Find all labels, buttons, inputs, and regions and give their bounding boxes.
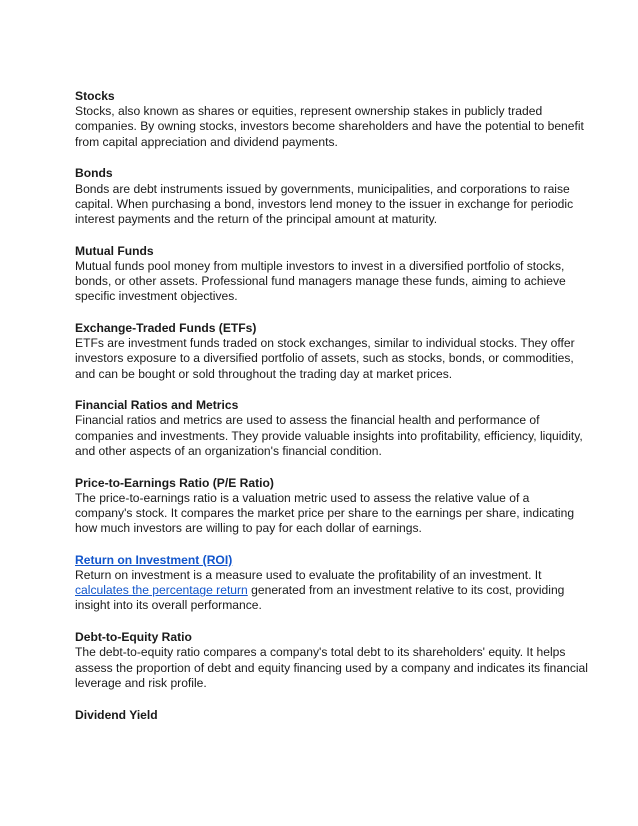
section-roi: [75, 553, 575, 614]
percentage-return-link[interactable]: calculates the percentage return: [75, 583, 248, 598]
section-text-line: investors exposure to a diversified portfolio of assets, such as stocks, bonds, or commodities,: [75, 351, 574, 366]
section-text-line: insight into its overall performance.: [75, 598, 262, 613]
section-text-line: capital. When purchasing a bond, investors lend money to the issuer in exchange for periodic: [75, 196, 574, 211]
section-text-line: The price-to-earnings ratio is a valuation metric used to assess the relative value of a: [75, 490, 530, 505]
roi-heading-link[interactable]: Return on Investment (ROI): [75, 552, 233, 567]
section-heading: Financial Ratios and Metrics: [75, 398, 239, 413]
section-text-line: assess the proportion of debt and equity financing used by a company and indicates its financial: [75, 660, 588, 675]
section-text-line: companies. By owning stocks, investors become shareholders and have the potential to benefit: [75, 119, 584, 134]
section-bonds: [75, 166, 575, 227]
section-text-line: Stocks, also known as shares or equities, represent ownership stakes in publicly traded: [75, 104, 543, 119]
section-text-line: Bonds are debt instruments issued by governments, municipalities, and corporations to raise: [75, 181, 570, 196]
document-page: [75, 89, 588, 739]
section-text-line: from capital appreciation and dividend payments.: [75, 134, 338, 149]
section-text-fragment: generated from an investment relative to its cost, providing: [247, 583, 565, 598]
section-mutual-funds: [75, 244, 575, 305]
section-text-line: specific investment objectives.: [75, 289, 238, 304]
section-text-line: Financial ratios and metrics are used to assess the financial health and performance of: [75, 413, 540, 428]
section-text-line: The debt-to-equity ratio compares a company's total debt to its shareholders' equity. It helps: [75, 645, 566, 660]
section-pe-ratio: [75, 476, 575, 537]
section-text-line: and can be bought or sold throughout the trading day at market prices.: [75, 366, 453, 381]
section-text-line: leverage and risk profile.: [75, 675, 207, 690]
section-heading: Mutual Funds: [75, 243, 154, 258]
section-heading: Price-to-Earnings Ratio (P/E Ratio): [75, 475, 274, 490]
section-heading: Stocks: [75, 89, 115, 103]
section-heading: Dividend Yield: [75, 707, 158, 722]
section-text-line: bonds, or other assets. Professional fund managers manage these funds, aiming to achieve: [75, 274, 566, 289]
section-dividend-yield: [75, 708, 575, 723]
section-text-line: companies and investments. They provide valuable insights into profitability, efficiency, liquidity,: [75, 428, 583, 443]
section-text-line: company's stock. It compares the market price per share to the earnings per share, indicating: [75, 505, 575, 520]
section-etfs: [75, 321, 575, 382]
section-text-line: [75, 583, 575, 598]
section-heading: Debt-to-Equity Ratio: [75, 630, 192, 645]
section-stocks: [75, 89, 584, 150]
section-text-line: interest payments and the return of the principal amount at maturity.: [75, 211, 438, 226]
section-heading: Exchange-Traded Funds (ETFs): [75, 320, 257, 335]
section-text-line: Return on investment is a measure used to evaluate the profitability of an investment. It: [75, 568, 542, 583]
section-text-line: ETFs are investment funds traded on stock exchanges, similar to individual stocks. They offer: [75, 336, 575, 351]
section-heading: Bonds: [75, 166, 113, 181]
section-text-line: how much investors are willing to pay for each dollar of earnings.: [75, 521, 422, 536]
section-text-line: and other aspects of an organization's financial condition.: [75, 443, 382, 458]
section-text-line: Mutual funds pool money from multiple investors to invest in a diversified portfolio of stocks,: [75, 258, 565, 273]
section-financial-ratios: [75, 398, 583, 459]
section-debt-to-equity: [75, 630, 588, 691]
